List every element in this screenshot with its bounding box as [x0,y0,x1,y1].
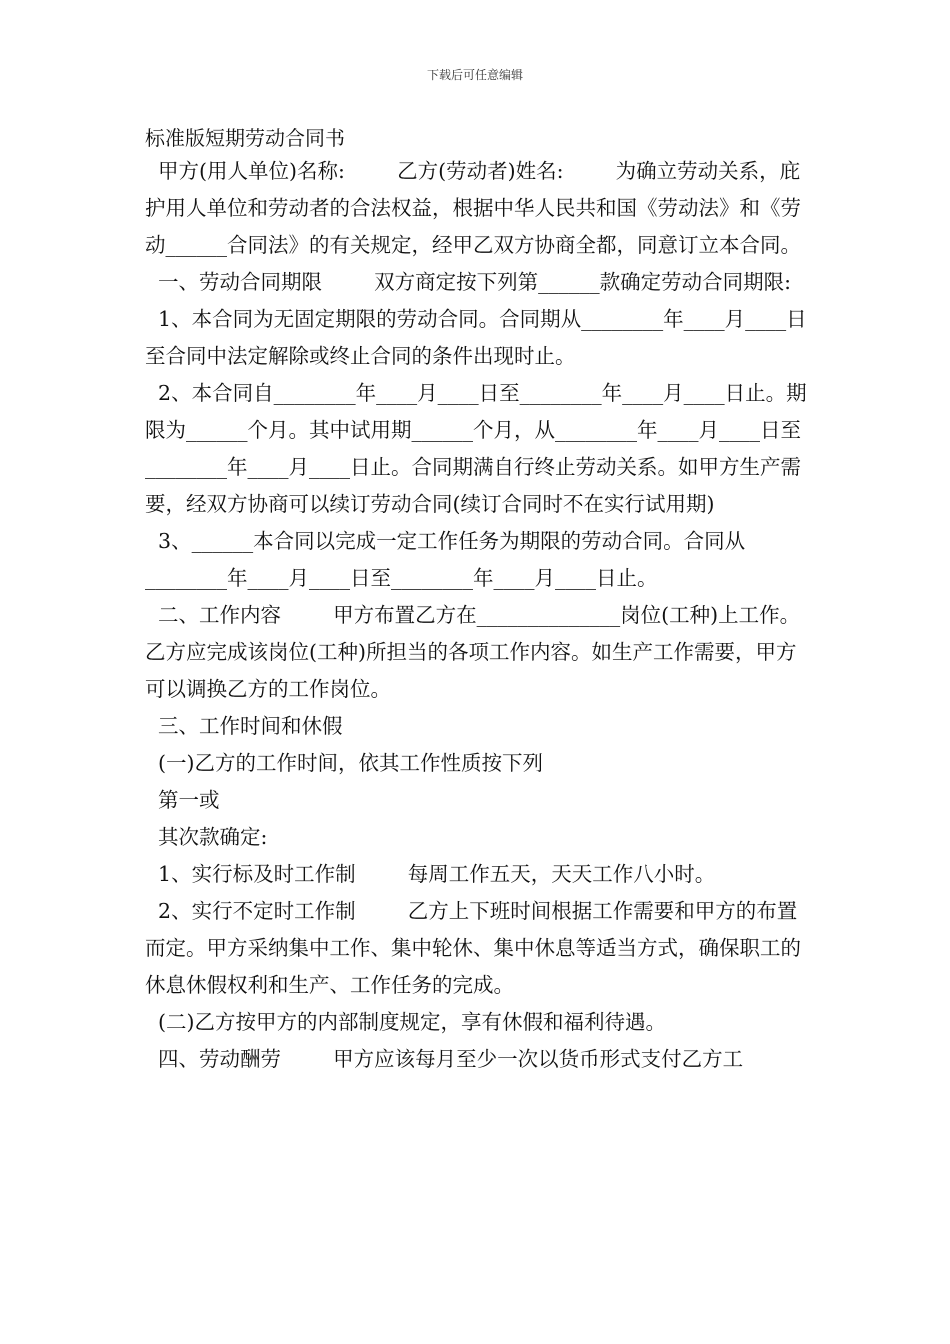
paragraph-work-hours-heading: 三、工作时间和休假 [145,714,343,738]
paragraph-work-hours-intro: (一)乙方的工作时间，依其工作性质按下列 [145,751,544,775]
document-body [145,153,807,1078]
paragraph-work-hours-second: 其次款确定: [145,825,268,849]
document-title: 标准版短期劳动合同书 [145,126,345,150]
paragraph-standard-hours: 1、实行标及时工作制 每周工作五天，天天工作八小时。 [145,862,716,886]
paragraph-flexible-hours: 2、实行不定时工作制 乙方上下班时间根据工作需要和甲方的布置而定。甲方采纳集中工作、集中轮休、集中休息等适当方式，确保职工的休息休假权利和生产、工作任务的完成。 [145,899,801,997]
paragraph-work-hours-first: 第一或 [145,788,220,812]
paragraph-remuneration: 四、劳动酬劳 甲方应该每月至少一次以货币形式支付乙方工 [145,1047,744,1071]
paragraph-preamble: 甲方(用人单位)名称: 乙方(劳动者)姓名: 为确立劳动关系，庇护用人单位和劳动者的合法权益，根据中华人民共和国《劳动法》和《劳动______合同法》的有关规定，经甲乙双方协商全都，同意订立本合同。 [145,159,801,257]
paragraph-work-content: 二、工作内容 甲方布置乙方在______________岗位(工种)上工作。乙方应完成该岗位(工种)所担当的各项工作内容。如生产工作需要，甲方可以调换乙方的工作岗位。 [145,603,801,701]
page-header-note: 下载后可任意编辑 [426,68,523,82]
paragraph-term-option-2: 2、本合同自________年____月____日至________年____月____日止。期限为______个月。其中试用期______个月，从________年____月____日至________年____月____日止。合同期满自行终止劳动关系。如甲方生产需要，经双方协商可以续订劳动合同(续订合同时不在实行试用期) [145,381,807,516]
paragraph-term-heading: 一、劳动合同期限 双方商定按下列第______款确定劳动合同期限: [145,270,792,294]
paragraph-term-option-1: 1、本合同为无固定期限的劳动合同。合同期从________年____月____日至合同中法定解除或终止合同的条件出现时止。 [145,307,807,368]
paragraph-holidays: (二)乙方按甲方的内部制度规定，享有休假和福利待遇。 [145,1010,667,1034]
paragraph-term-option-3: 3、______本合同以完成一定工作任务为期限的劳动合同。合同从________年____月____日至________年____月____日止。 [145,529,746,590]
